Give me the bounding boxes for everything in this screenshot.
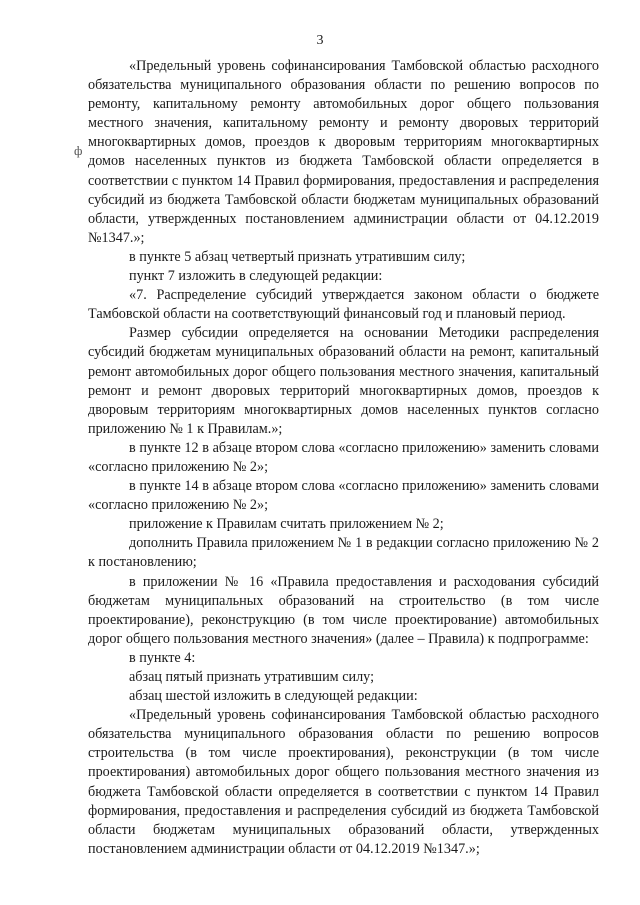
paragraph-fifth-abzac: абзац пятый признать утратившим силу; [129,669,375,685]
paragraph-add-appendix-1: дополнить Правила приложением № 1 в редакции согласно приложению № 2 к постановлению; [88,535,599,571]
paragraph-point-5: в пункте 5 абзац четвертый признать утратившим силу; [129,248,466,265]
paragraph-point-7-text: «7. Распределение субсидий утверждается законом области о бюджете Тамбовской области на соответствующий финансовый год и плановый период. [88,287,599,323]
paragraph-appendix-renumber: приложение к Правилам считать приложением № 2; [129,516,444,533]
paragraph-subsidy-size: Размер субсидии определяется на основании Методики распределения субсидий бюджетам муниципальных образований области на ремонт, капитальный ремонт автомобильных дорог общего пользования местного значения, капитальный ремонт и ремонт дворовых территорий многоквартирных домов, проездов к дворовым территориям многоквартирных домов населенных пунктов согласно приложению № 1 к Правилам.»; [88,325,599,437]
paragraph-sixth-abzac: абзац шестой изложить в следующей редакции: [129,688,418,705]
document-body [88,57,599,859]
paragraph-point-14: в пункте 14 в абзаце втором слова «согласно приложению» заменить словами «согласно приложению № 2»; [88,478,599,514]
paragraph-point-7: пункт 7 изложить в следующей редакции: [129,268,383,285]
paragraph-point-4: в пункте 4: [129,649,196,666]
paragraph-subsidy-cofinancing-repair: «Предельный уровень софинансирования Тамбовской областью расходного обязательства муниципального образования области по решению вопросов по ремонту, капитальному ремонту автомобильных дорог общего пользования местного значения, капитальному ремонту и ремонту дворовых территорий многоквартирных домов, проездов к дворовым территориям многоквартирных домов населенных пунктов из бюджета Тамбовской области определяется в соответствии с пунктом 14 Правил формирования, предоставления и распределения субсидий из бюджета Тамбовской области бюджетам муниципальных образований области, утвержденных постановлением администрации области от 04.12.2019 №1347.»; [88,58,599,246]
paragraph-appendix-16: в приложении № 16 «Правила предоставления и расходования субсидий бюджетам муниципальных образований на строительство (в том числе проектирование), реконструкцию (в том числе проектирование) автомобильных дорог общего пользования местного значения» (далее – Правила) к подпрограмме: [88,573,599,647]
paragraph-subsidy-cofinancing-construction: «Предельный уровень софинансирования Тамбовской областью расходного обязательства муниципального образования области по решению вопросов строительства (в том числе проектирования), реконструкции (в том числе проектирования) автомобильных дорог общего пользования местного значения из бюджета Тамбовской области определяется в соответствии с пунктом 14 Правил формирования, предоставления и распределения субсидий из бюджета Тамбовской области бюджетам муниципальных образований области, утвержденных постановлением администрации области от 04.12.2019 №1347.»; [88,707,599,857]
page-number: 3 [316,33,324,48]
paragraph-point-12: в пункте 12 в абзаце втором слова «согласно приложению» заменить словами «согласно приложению № 2»; [88,439,599,475]
margin-mark: ф [74,143,83,158]
